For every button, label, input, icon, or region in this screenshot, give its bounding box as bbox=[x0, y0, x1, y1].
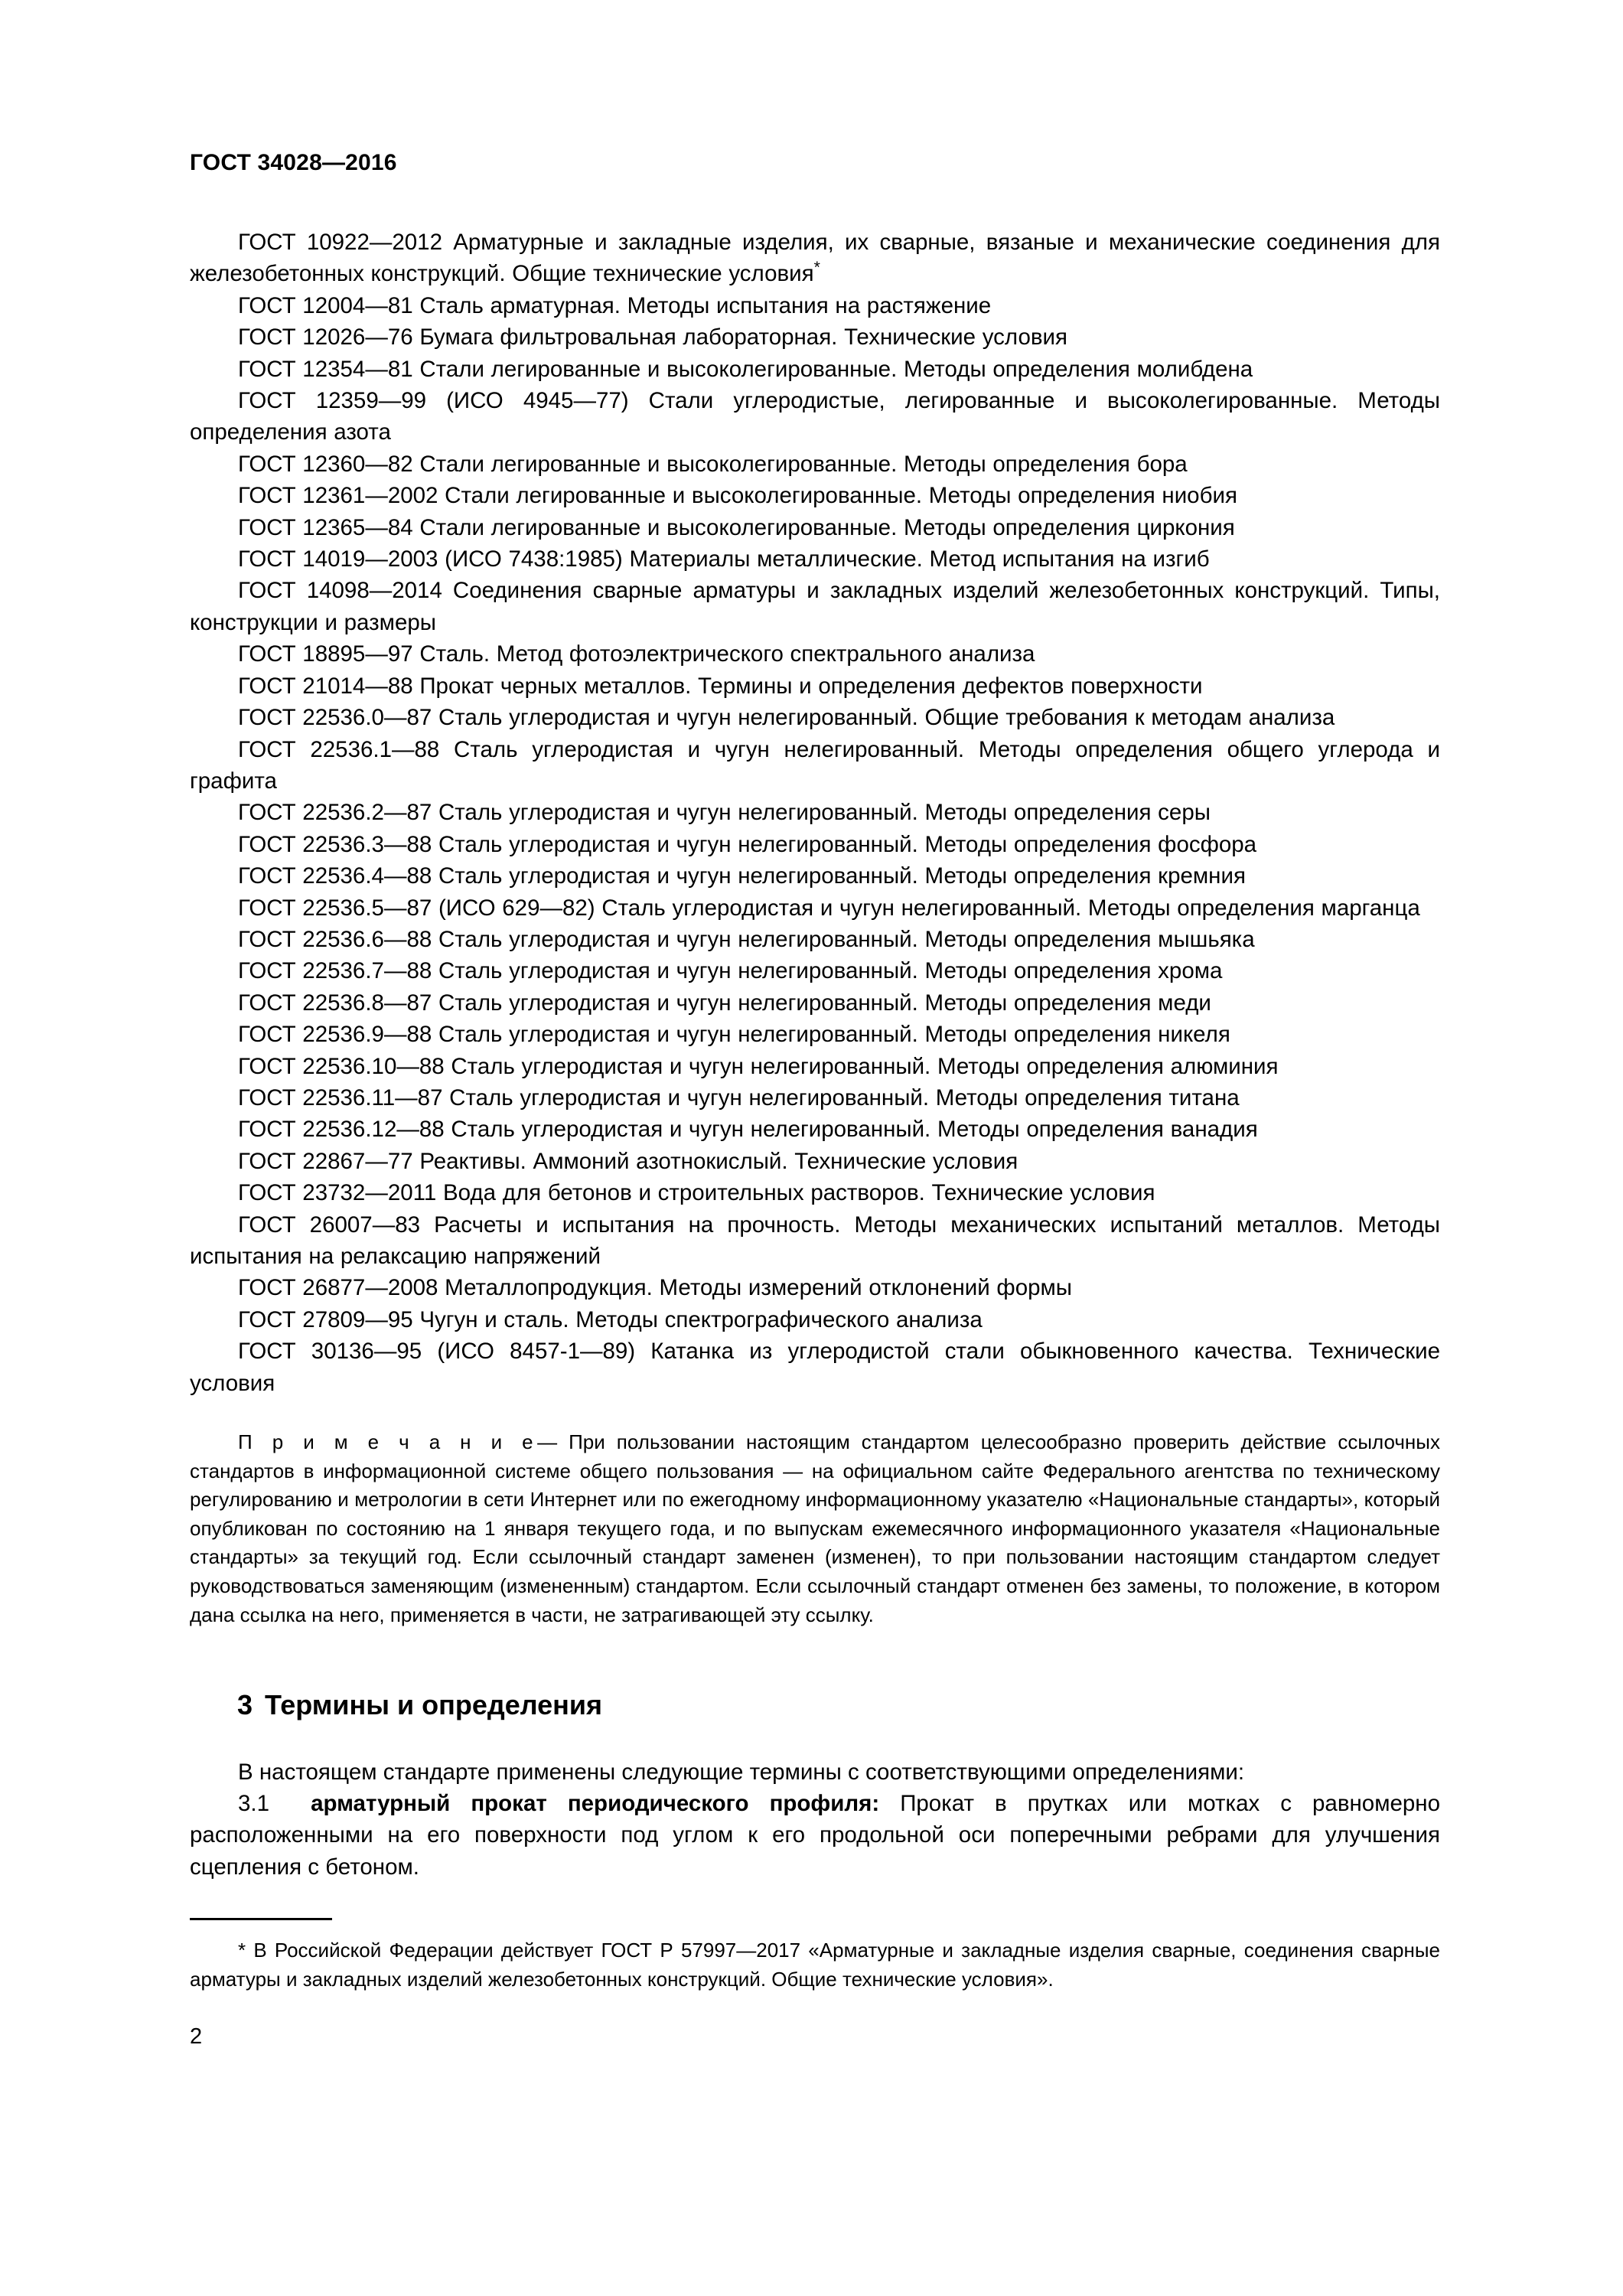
reference-item: ГОСТ 30136—95 (ИСО 8457-1—89) Катанка из углеродистой стали обыкновенного качества. Технические условия bbox=[190, 1339, 1440, 1396]
note-paragraph bbox=[190, 1428, 1440, 1629]
reference-item: ГОСТ 26007—83 Расчеты и испытания на прочность. Методы механических испытаний металлов. Методы испытания на релаксацию напряжений bbox=[190, 1212, 1440, 1269]
reference-item: ГОСТ 22867—77 Реактивы. Аммоний азотнокислый. Технические условия bbox=[238, 1148, 1018, 1174]
reference-item: ГОСТ 12360—82 Стали легированные и высоколегированные. Методы определения бора bbox=[238, 451, 1188, 477]
terms-intro-paragraph: В настоящем стандарте применены следующие термины с соответствующими определениями: bbox=[238, 1760, 1245, 1785]
running-header: ГОСТ 34028—2016 bbox=[190, 150, 397, 175]
reference-item: ГОСТ 22536.2—87 Сталь углеродистая и чугун нелегированный. Методы определения серы bbox=[238, 800, 1211, 826]
reference-item: ГОСТ 18895—97 Сталь. Метод фотоэлектрического спектрального анализа bbox=[238, 641, 1035, 667]
reference-item: ГОСТ 22536.0—87 Сталь углеродистая и чугун нелегированный. Общие требования к методам анализа bbox=[238, 705, 1335, 731]
reference-item: ГОСТ 22536.5—87 (ИСО 629—82) Сталь углеродистая и чугун нелегированный. Методы определения марганца bbox=[238, 895, 1420, 921]
reference-item: ГОСТ 26877—2008 Металлопродукция. Методы измерений отклонений формы bbox=[238, 1275, 1072, 1301]
note-dash: — bbox=[537, 1430, 569, 1453]
reference-item: ГОСТ 22536.10—88 Сталь углеродистая и чугун нелегированный. Методы определения алюминия bbox=[238, 1053, 1279, 1079]
reference-item: ГОСТ 12354—81 Стали легированные и высоколегированные. Методы определения молибдена bbox=[238, 356, 1253, 382]
reference-item: ГОСТ 10922—2012 Арматурные и закладные изделия, их сварные, вязаные и механические соединения для железобетонных конструкций. Общие технические условия* bbox=[190, 230, 1440, 287]
footnote-separator bbox=[190, 1918, 332, 1920]
term-number: 3.1 bbox=[238, 1791, 270, 1816]
note-text: При пользовании настоящим стандартом целесообразно проверить действие ссылочных стандартов в информационной системе общего пользования — на официальном сайте Федерального агентства по техническому регулированию и метрологии в сети Интернет или по ежегодному информационному указателю «Национальные стандарты», который опубликован по состоянию на 1 января текущего года, и по выпускам ежемесячного информационного указателя «Национальные стандарты» за текущий год. Если ссылочный стандарт заменен (изменен), то при пользовании настоящим стандартом следует руководствоваться заменяющим (измененным) стандартом. Если ссылочный стандарт отменен без замены, то положение, в котором дана ссылка на него, применяется в части, не затрагивающей эту ссылку. bbox=[190, 1430, 1440, 1626]
section-number: 3 bbox=[237, 1689, 253, 1720]
reference-item: ГОСТ 22536.7—88 Сталь углеродистая и чугун нелегированный. Методы определения хрома bbox=[238, 958, 1223, 984]
reference-item: ГОСТ 14019—2003 (ИСО 7438:1985) Материалы металлические. Метод испытания на изгиб bbox=[238, 546, 1210, 572]
reference-item: ГОСТ 27809—95 Чугун и сталь. Методы спектрографического анализа bbox=[238, 1306, 983, 1332]
footnote-marker: * bbox=[238, 1939, 246, 1962]
section-title: Термины и определения bbox=[265, 1689, 603, 1720]
reference-item: ГОСТ 22536.6—88 Сталь углеродистая и чугун нелегированный. Методы определения мышьяка bbox=[238, 926, 1255, 952]
reference-item: ГОСТ 22536.4—88 Сталь углеродистая и чугун нелегированный. Методы определения кремния bbox=[238, 863, 1246, 889]
reference-item: ГОСТ 22536.8—87 Сталь углеродистая и чугун нелегированный. Методы определения меди bbox=[238, 990, 1211, 1016]
term-definition-text: Прокат в прутках или мотках с равномерно расположенными на его поверхности под углом к его продольной оси поперечными ребрами для улучшения сцепления с бетоном. bbox=[190, 1791, 1440, 1880]
reference-item: ГОСТ 21014—88 Прокат черных металлов. Термины и определения дефектов поверхности bbox=[238, 673, 1203, 699]
reference-item: ГОСТ 22536.9—88 Сталь углеродистая и чугун нелегированный. Методы определения никеля bbox=[238, 1022, 1230, 1048]
section-heading bbox=[237, 1689, 602, 1721]
reference-item: ГОСТ 22536.3—88 Сталь углеродистая и чугун нелегированный. Методы определения фосфора bbox=[238, 831, 1257, 857]
reference-item: ГОСТ 12359—99 (ИСО 4945—77) Стали углеродистые, легированные и высоколегированные. Методы определения азота bbox=[190, 388, 1440, 445]
note-label: П р и м е ч а н и е bbox=[238, 1430, 538, 1453]
footnote-reference-marker: * bbox=[813, 258, 820, 277]
reference-item: ГОСТ 12365—84 Стали легированные и высоколегированные. Методы определения циркония bbox=[238, 514, 1235, 540]
reference-item: ГОСТ 12026—76 Бумага фильтровальная лабораторная. Технические условия bbox=[238, 325, 1067, 351]
reference-item: ГОСТ 22536.1—88 Сталь углеродистая и чугун нелегированный. Методы определения общего углерода и графита bbox=[190, 736, 1440, 794]
footnote-text: В Российской Федерации действует ГОСТ Р 57997—2017 «Арматурные и закладные изделия сварные, соединения сварные арматуры и закладных изделий железобетонных конструкций. Общие технические условия». bbox=[190, 1939, 1440, 1991]
reference-item: ГОСТ 12004—81 Сталь арматурная. Методы испытания на растяжение bbox=[238, 292, 992, 318]
reference-item: ГОСТ 12361—2002 Стали легированные и высоколегированные. Методы определения ниобия bbox=[238, 483, 1237, 509]
term-definition-paragraph bbox=[190, 1788, 1440, 1883]
term-name: арматурный прокат периодического профиля: bbox=[311, 1791, 880, 1816]
reference-item: ГОСТ 14098—2014 Соединения сварные арматуры и закладных изделий железобетонных конструкций. Типы, конструкции и размеры bbox=[190, 578, 1440, 635]
page-number: 2 bbox=[190, 2024, 203, 2049]
normative-references-list bbox=[190, 227, 1440, 1399]
reference-item: ГОСТ 22536.11—87 Сталь углеродистая и чугун нелегированный. Методы определения титана bbox=[238, 1084, 1240, 1110]
reference-item: ГОСТ 23732—2011 Вода для бетонов и строительных растворов. Технические условия bbox=[238, 1180, 1155, 1206]
footnote-paragraph bbox=[190, 1936, 1440, 1994]
reference-item: ГОСТ 22536.12—88 Сталь углеродистая и чугун нелегированный. Методы определения ванадия bbox=[238, 1117, 1258, 1143]
